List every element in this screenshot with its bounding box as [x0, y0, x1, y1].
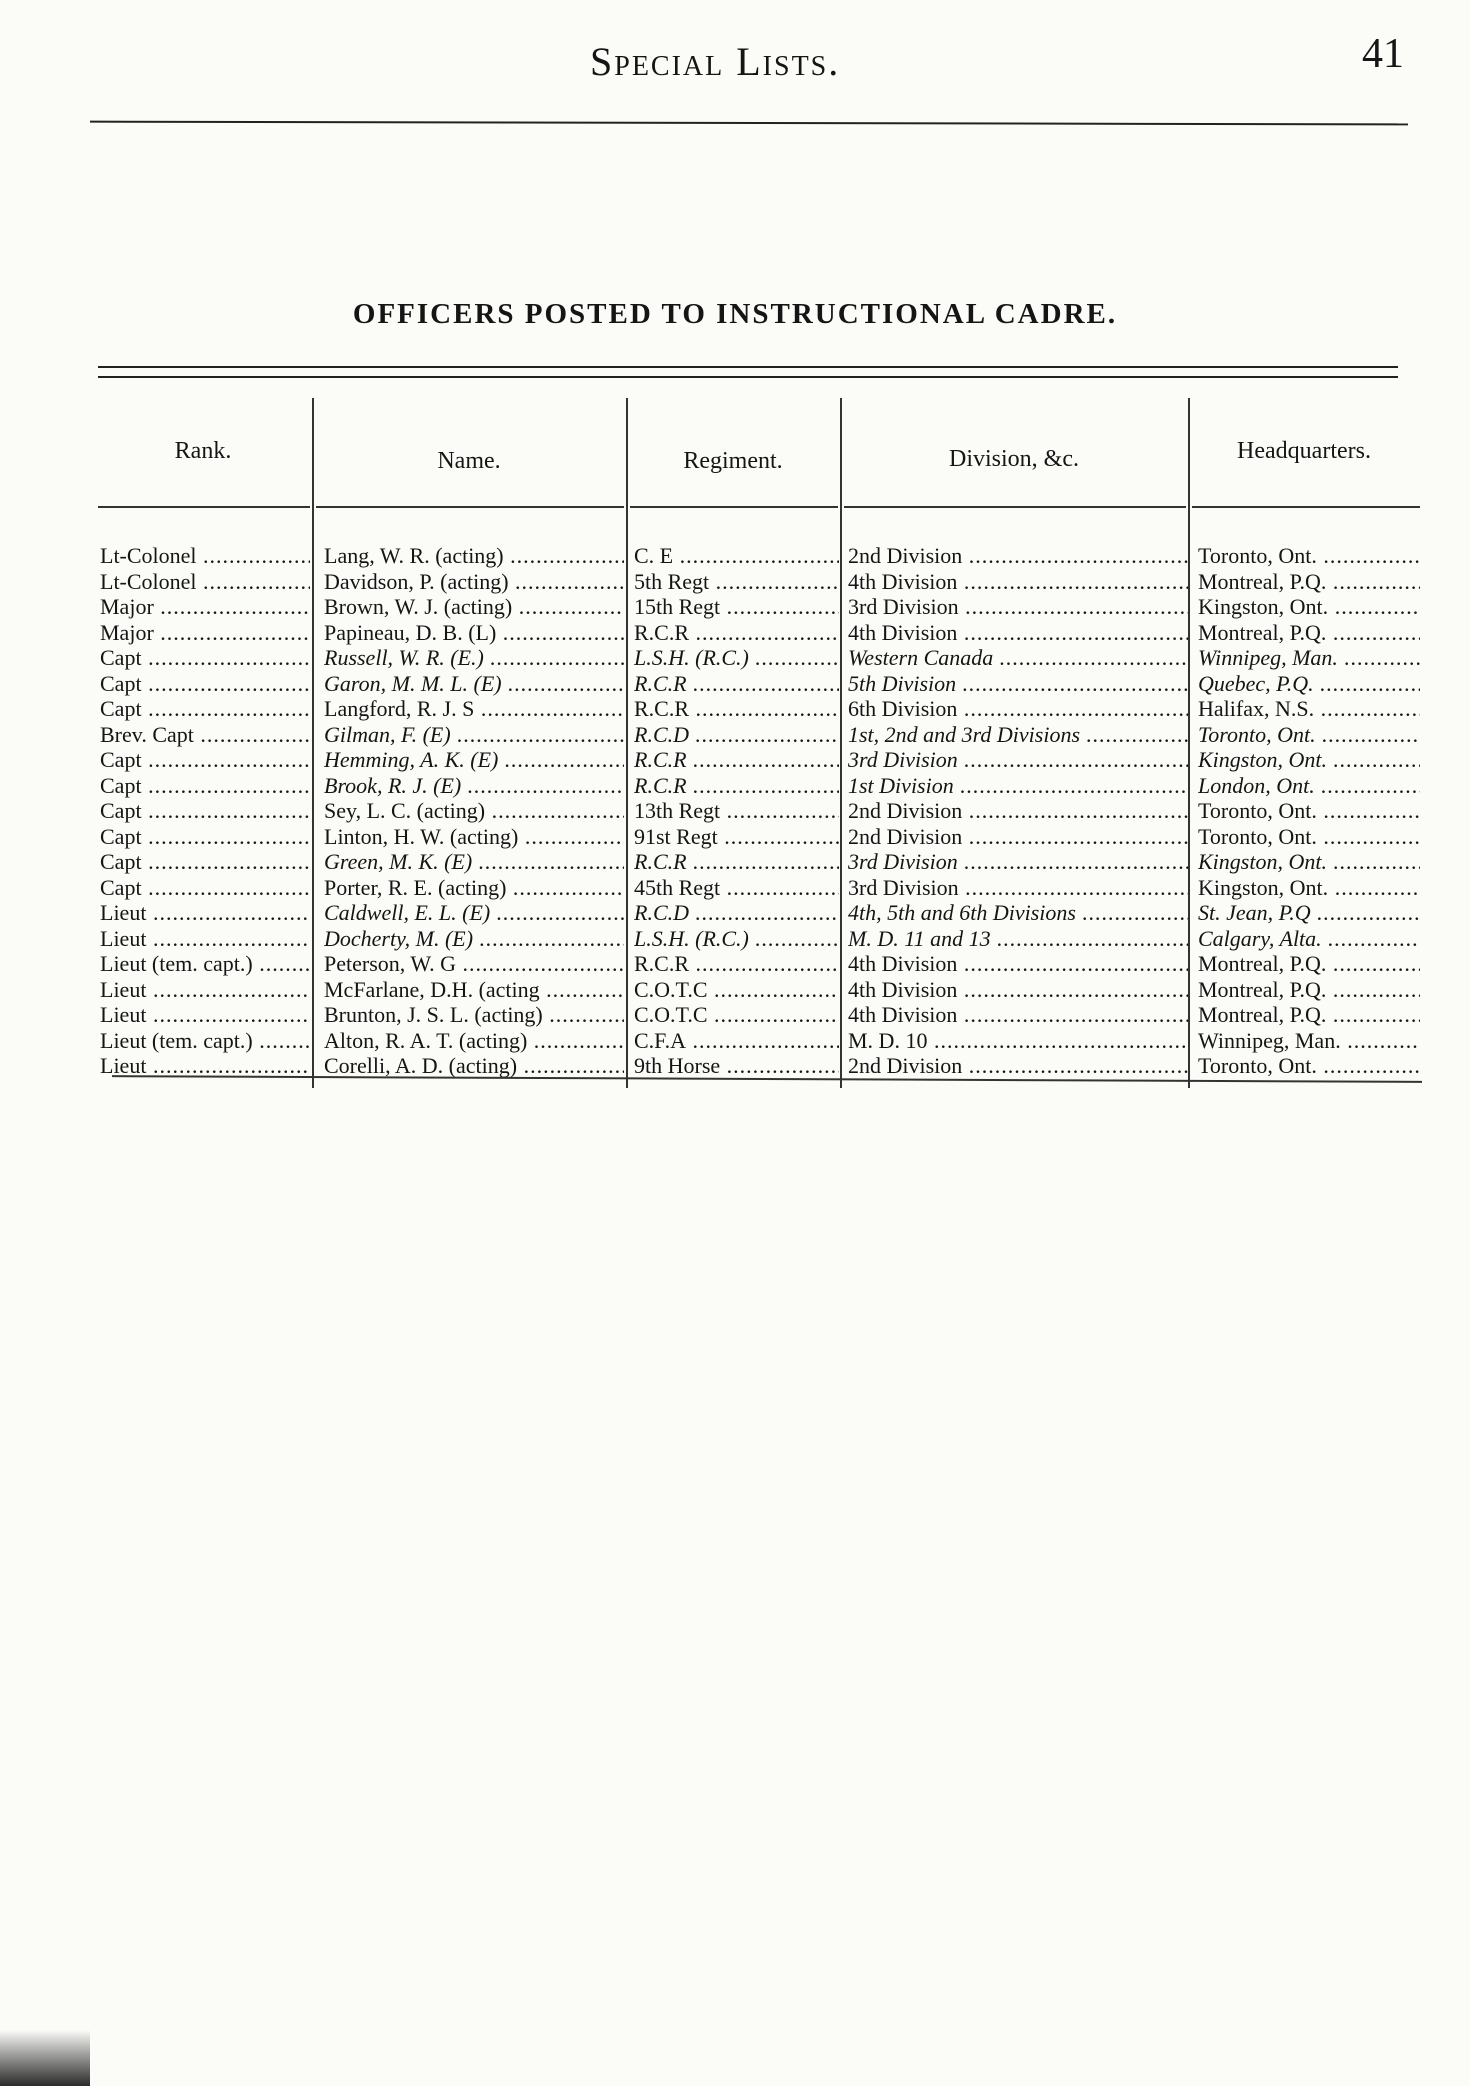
cell-headquarters: Toronto, Ont. .....: [1198, 798, 1420, 823]
column-header-division: Division, &c.: [949, 446, 1079, 472]
cell-headquarters: Calgary, Alta. .....: [1198, 926, 1420, 951]
title-rule-top: [98, 366, 1398, 368]
cell-rank: Lieut .....: [100, 1053, 310, 1078]
header-underline: [1192, 506, 1420, 508]
cell-regiment: C. E .....: [634, 543, 839, 568]
cell-name: Gilman, F. (E) .....: [324, 722, 624, 747]
cell-rank: Brev. Capt .....: [100, 722, 310, 747]
table-row: [98, 849, 1420, 875]
cell-division: 3rd Division .....: [848, 875, 1188, 900]
table-row: [98, 875, 1420, 901]
cell-rank: Major .....: [100, 620, 310, 645]
cell-regiment: R.C.R .....: [634, 849, 839, 874]
cell-division: 1st Division .....: [848, 773, 1188, 798]
cell-rank: Lieut (tem. capt.) .....: [100, 1028, 310, 1053]
cell-division: 2nd Division .....: [848, 543, 1188, 568]
cell-rank: Lieut (tem. capt.) .....: [100, 951, 310, 976]
cell-headquarters: Montreal, P.Q. .....: [1198, 569, 1420, 594]
cell-name: Caldwell, E. L. (E) .....: [324, 900, 624, 925]
cell-name: Brown, W. J. (acting) .....: [324, 594, 624, 619]
cell-division: 2nd Division .....: [848, 824, 1188, 849]
officers-table: [98, 398, 1420, 1078]
cell-regiment: L.S.H. (R.C.) .....: [634, 926, 839, 951]
cell-regiment: 45th Regt .....: [634, 875, 839, 900]
cell-rank: Lieut .....: [100, 926, 310, 951]
cell-regiment: R.C.R .....: [634, 671, 839, 696]
cell-rank: Lt-Colonel .....: [100, 569, 310, 594]
cell-headquarters: Montreal, P.Q. .....: [1198, 951, 1420, 976]
cell-regiment: 91st Regt .....: [634, 824, 839, 849]
cell-regiment: 9th Horse .....: [634, 1053, 839, 1078]
table-row: [98, 798, 1420, 824]
table-row: [98, 594, 1420, 620]
table-row: [98, 543, 1420, 569]
cell-rank: Capt .....: [100, 824, 310, 849]
column-header-headquarters: Headquarters.: [1237, 438, 1371, 464]
scan-smudge: [0, 2030, 90, 2086]
cell-name: Langford, R. J. S .....: [324, 696, 624, 721]
cell-division: 4th, 5th and 6th Divisions .....: [848, 900, 1188, 925]
cell-division: 6th Division .....: [848, 696, 1188, 721]
header-underline: [316, 506, 624, 508]
cell-name: Docherty, M. (E) .....: [324, 926, 624, 951]
header-underline: [630, 506, 838, 508]
table-row: [98, 722, 1420, 748]
table-row: [98, 900, 1420, 926]
cell-regiment: R.C.R .....: [634, 773, 839, 798]
table-row: [98, 1002, 1420, 1028]
cell-name: Alton, R. A. T. (acting) .....: [324, 1028, 624, 1053]
cell-headquarters: Montreal, P.Q. .....: [1198, 1002, 1420, 1027]
table-row: [98, 696, 1420, 722]
cell-name: Sey, L. C. (acting) .....: [324, 798, 624, 823]
cell-division: 3rd Division .....: [848, 594, 1188, 619]
cell-rank: Lt-Colonel .....: [100, 543, 310, 568]
cell-rank: Capt .....: [100, 798, 310, 823]
cell-headquarters: Toronto, Ont. .....: [1198, 543, 1420, 568]
cell-headquarters: Toronto, Ont. .....: [1198, 722, 1420, 747]
cell-rank: Capt .....: [100, 696, 310, 721]
cell-division: Western Canada .....: [848, 645, 1188, 670]
cell-rank: Capt .....: [100, 875, 310, 900]
cell-headquarters: London, Ont. .....: [1198, 773, 1420, 798]
header-underline: [844, 506, 1186, 508]
cell-rank: Capt .....: [100, 747, 310, 772]
table-title: OFFICERS POSTED TO INSTRUCTIONAL CADRE.: [352, 298, 1118, 330]
cell-name: Porter, R. E. (acting) .....: [324, 875, 624, 900]
cell-name: Brunton, J. S. L. (acting) .....: [324, 1002, 624, 1027]
cell-division: 4th Division .....: [848, 951, 1188, 976]
cell-division: 3rd Division .....: [848, 747, 1188, 772]
cell-headquarters: Montreal, P.Q. .....: [1198, 620, 1420, 645]
cell-headquarters: Toronto, Ont. .....: [1198, 1053, 1420, 1078]
running-title: Special Lists.: [590, 39, 841, 84]
table-row: [98, 620, 1420, 646]
cell-headquarters: St. Jean, P.Q .....: [1198, 900, 1420, 925]
cell-regiment: C.O.T.C .....: [634, 1002, 839, 1027]
cell-regiment: 5th Regt .....: [634, 569, 839, 594]
cell-headquarters: Kingston, Ont. .....: [1198, 594, 1420, 619]
cell-regiment: R.C.R .....: [634, 951, 839, 976]
cell-rank: Capt .....: [100, 773, 310, 798]
cell-rank: Lieut .....: [100, 900, 310, 925]
cell-rank: Capt .....: [100, 849, 310, 874]
cell-headquarters: Kingston, Ont. .....: [1198, 849, 1420, 874]
cell-name: Peterson, W. G .....: [324, 951, 624, 976]
table-row: [98, 926, 1420, 952]
cell-name: McFarlane, D.H. (acting .....: [324, 977, 624, 1002]
cell-headquarters: Kingston, Ont. .....: [1198, 747, 1420, 772]
cell-name: Hemming, A. K. (E) .....: [324, 747, 624, 772]
cell-rank: Lieut .....: [100, 977, 310, 1002]
cell-division: M. D. 10 .....: [848, 1028, 1188, 1053]
cell-regiment: R.C.R .....: [634, 620, 839, 645]
cell-division: 5th Division .....: [848, 671, 1188, 696]
cell-name: Russell, W. R. (E.) .....: [324, 645, 624, 670]
cell-headquarters: Toronto, Ont. .....: [1198, 824, 1420, 849]
cell-name: Davidson, P. (acting) .....: [324, 569, 624, 594]
cell-division: 4th Division .....: [848, 620, 1188, 645]
cell-rank: Capt .....: [100, 645, 310, 670]
cell-regiment: C.O.T.C .....: [634, 977, 839, 1002]
table-row: [98, 951, 1420, 977]
cell-division: 4th Division .....: [848, 977, 1188, 1002]
header-underline: [98, 506, 310, 508]
cell-division: 2nd Division .....: [848, 1053, 1188, 1078]
cell-headquarters: Winnipeg, Man. .....: [1198, 1028, 1420, 1053]
table-row: [98, 569, 1420, 595]
table-row: [98, 671, 1420, 697]
table-row: [98, 977, 1420, 1003]
cell-division: 1st, 2nd and 3rd Divisions .....: [848, 722, 1188, 747]
cell-name: Papineau, D. B. (L) .....: [324, 620, 624, 645]
cell-division: M. D. 11 and 13 .....: [848, 926, 1188, 951]
cell-regiment: R.C.D .....: [634, 900, 839, 925]
cell-rank: Major .....: [100, 594, 310, 619]
cell-headquarters: Kingston, Ont. .....: [1198, 875, 1420, 900]
table-row: [98, 773, 1420, 799]
cell-regiment: L.S.H. (R.C.) .....: [634, 645, 839, 670]
cell-regiment: R.C.D .....: [634, 722, 839, 747]
table-row: [98, 645, 1420, 671]
table-body: [98, 543, 1420, 1079]
cell-name: Brook, R. J. (E) .....: [324, 773, 624, 798]
cell-rank: Lieut .....: [100, 1002, 310, 1027]
cell-name: Linton, H. W. (acting) .....: [324, 824, 624, 849]
cell-regiment: C.F.A .....: [634, 1028, 839, 1053]
cell-name: Garon, M. M. L. (E) .....: [324, 671, 624, 696]
running-head: [0, 30, 1470, 90]
cell-headquarters: Halifax, N.S. .....: [1198, 696, 1420, 721]
cell-regiment: R.C.R .....: [634, 696, 839, 721]
column-header-name: Name.: [437, 448, 501, 474]
header-rule: [90, 121, 1408, 126]
cell-headquarters: Quebec, P.Q. .....: [1198, 671, 1420, 696]
table-row: [98, 1028, 1420, 1054]
table-row: [98, 824, 1420, 850]
cell-name: Corelli, A. D. (acting) .....: [324, 1053, 624, 1078]
table-row: [98, 1053, 1420, 1079]
column-header-regiment: Regiment.: [683, 448, 783, 474]
cell-headquarters: Montreal, P.Q. .....: [1198, 977, 1420, 1002]
cell-regiment: 13th Regt .....: [634, 798, 839, 823]
page-number: 41: [1362, 31, 1404, 77]
table-row: [98, 747, 1420, 773]
cell-headquarters: Winnipeg, Man. .....: [1198, 645, 1420, 670]
cell-regiment: R.C.R .....: [634, 747, 839, 772]
cell-division: 4th Division .....: [848, 1002, 1188, 1027]
cell-name: Green, M. K. (E) .....: [324, 849, 624, 874]
cell-division: 2nd Division .....: [848, 798, 1188, 823]
cell-regiment: 15th Regt .....: [634, 594, 839, 619]
title-rule-bottom: [98, 376, 1398, 378]
cell-division: 4th Division .....: [848, 569, 1188, 594]
cell-rank: Capt .....: [100, 671, 310, 696]
column-header-rank: Rank.: [174, 438, 232, 464]
cell-division: 3rd Division .....: [848, 849, 1188, 874]
cell-name: Lang, W. R. (acting) .....: [324, 543, 624, 568]
